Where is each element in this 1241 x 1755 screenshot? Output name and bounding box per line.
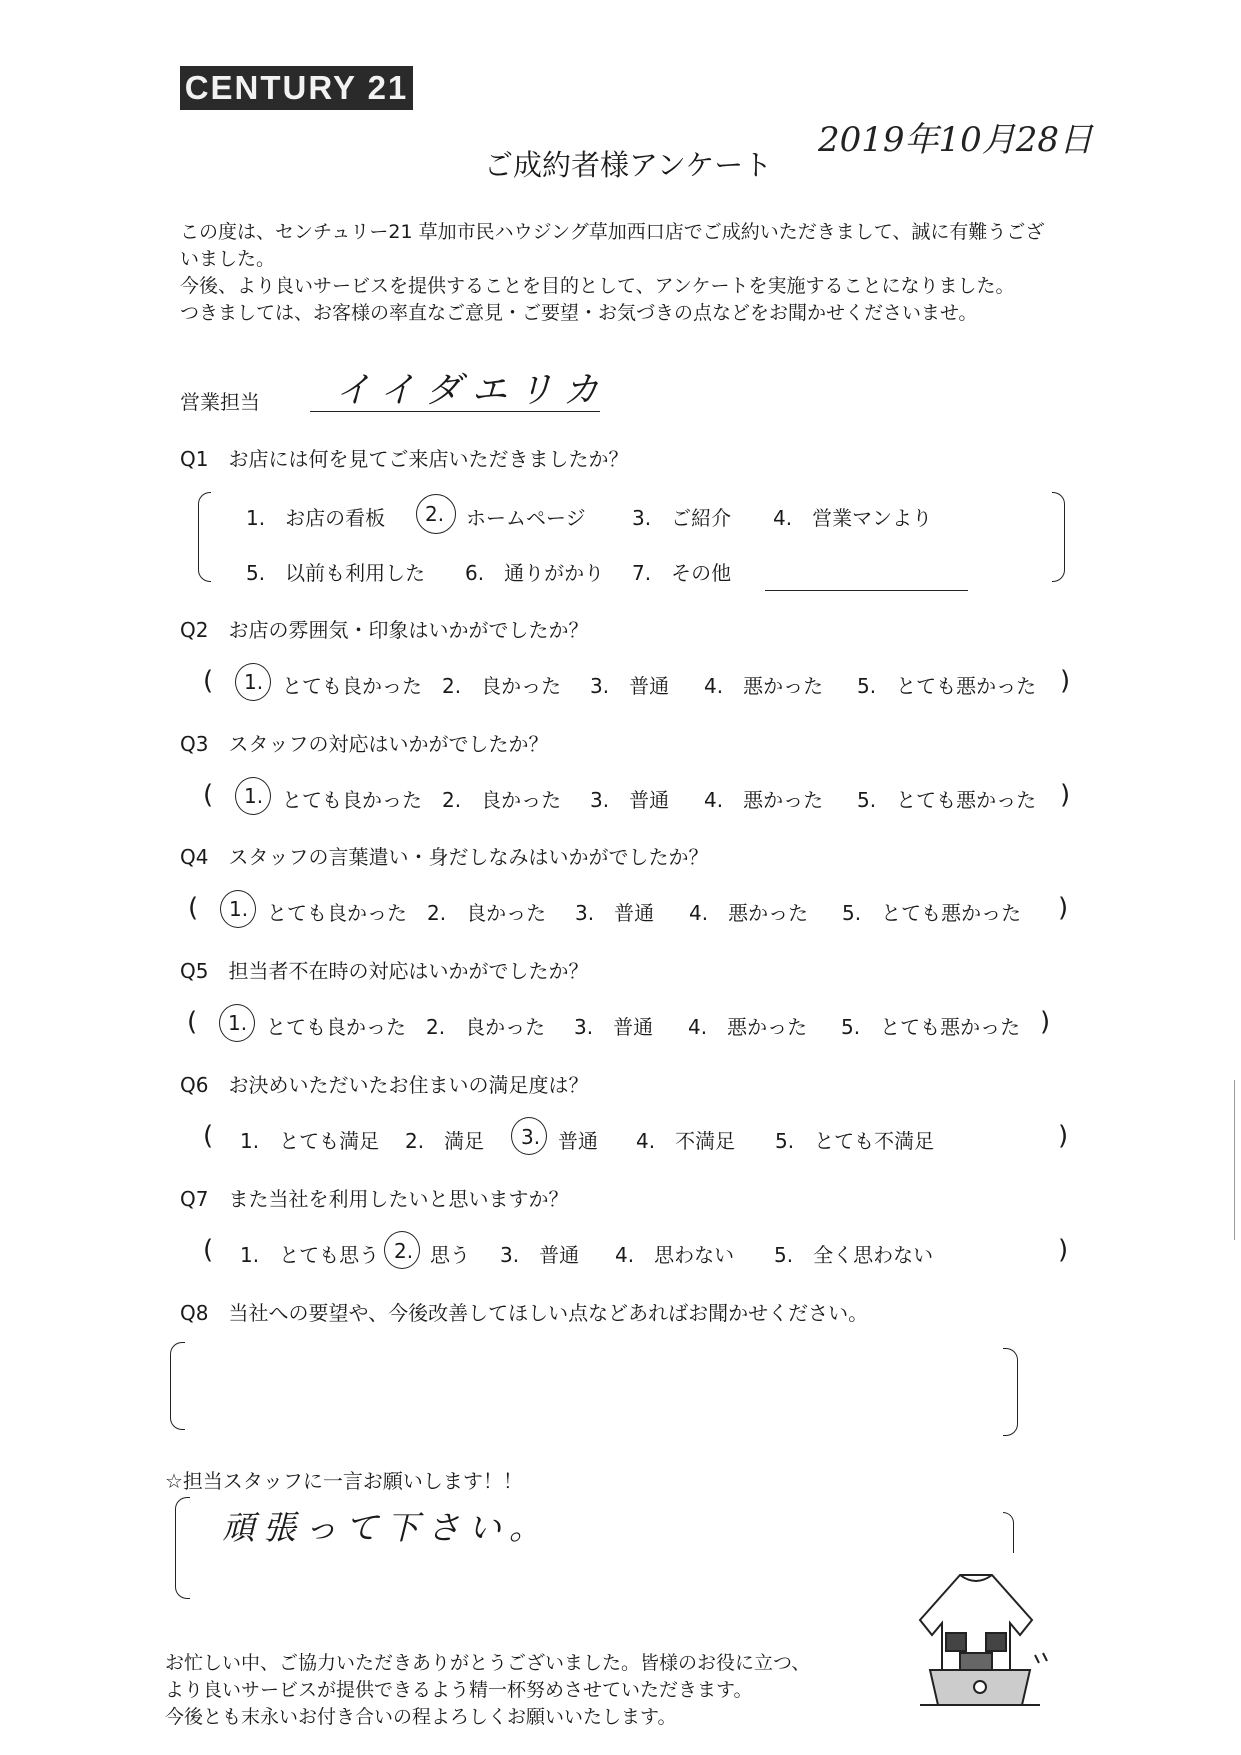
q6-paren-close: ) xyxy=(1058,1121,1069,1151)
century21-logo: CENTURY 21 xyxy=(180,66,413,110)
q3-option-5[interactable]: 5. とても悪かった xyxy=(857,788,1037,812)
staff-label: 営業担当 xyxy=(180,390,260,414)
q2-option-2[interactable]: 2. 良かった xyxy=(442,674,562,698)
closing-line: より良いサービスが提供できるよう精一杯努めさせていただきます。 xyxy=(165,1679,753,1701)
closing-line: お忙しい中、ご協力いただきありがとうございました。皆様のお役に立つ、 xyxy=(165,1652,811,1674)
q1-option-5[interactable]: 5. 以前も利用した xyxy=(246,561,426,585)
q5-option-3[interactable]: 3. 普通 xyxy=(574,1015,654,1039)
q7-option-2[interactable]: 思う xyxy=(430,1243,470,1267)
q4-paren-open: ( xyxy=(188,893,199,923)
q3-selected-circle xyxy=(235,777,271,815)
q7-option-5[interactable]: 5. 全く思わない xyxy=(774,1243,934,1267)
q7-option-4[interactable]: 4. 思わない xyxy=(615,1243,735,1267)
q4-option-1-number[interactable]: 1. xyxy=(229,897,249,921)
q1-option-1[interactable]: 1. お店の看板 xyxy=(246,506,386,530)
q4-label: Q4 スタッフの言葉遣い・身だしなみはいかがでしたか？ xyxy=(180,845,709,869)
message-bracket-right xyxy=(1003,1512,1014,1553)
q7-paren-close: ) xyxy=(1058,1235,1069,1265)
q3-option-2[interactable]: 2. 良かった xyxy=(442,788,562,812)
staff-underline xyxy=(310,411,600,412)
message-bracket-left xyxy=(175,1497,190,1599)
q8-label: Q8 当社への要望や、今後改善してほしい点などあればお聞かせください。 xyxy=(180,1301,869,1325)
handwritten-date: 2019年10月28日 xyxy=(818,120,1094,160)
q4-option-4[interactable]: 4. 悪かった xyxy=(689,901,809,925)
q2-label: Q2 お店の雰囲気・印象はいかがでしたか？ xyxy=(180,618,589,642)
q6-option-2[interactable]: 2. 満足 xyxy=(405,1129,485,1153)
q6-option-4[interactable]: 4. 不満足 xyxy=(636,1129,736,1153)
q2-option-5[interactable]: 5. とても悪かった xyxy=(857,674,1037,698)
q7-option-2-number[interactable]: 2. xyxy=(394,1239,414,1263)
q2-option-1[interactable]: とても良かった xyxy=(282,674,422,698)
q1-option-4[interactable]: 4. 営業マンより xyxy=(773,506,933,530)
q5-option-1[interactable]: とても良かった xyxy=(266,1015,406,1039)
q2-selected-circle xyxy=(235,663,271,701)
q1-option-3[interactable]: 3. ご紹介 xyxy=(632,506,732,530)
intro-line: この度は、センチュリー21 草加市民ハウジング草加西口店でご成約いただきまして、誠に有難うござ xyxy=(180,221,1045,243)
q4-option-5[interactable]: 5. とても悪かった xyxy=(842,901,1022,925)
q6-paren-open: ( xyxy=(203,1121,214,1151)
q5-option-2[interactable]: 2. 良かった xyxy=(426,1015,546,1039)
q1-bracket-right xyxy=(1052,492,1065,582)
q3-option-4[interactable]: 4. 悪かった xyxy=(704,788,824,812)
q1-bracket-left xyxy=(198,492,211,582)
q2-option-4[interactable]: 4. 悪かった xyxy=(704,674,824,698)
intro-line: 今後、より良いサービスを提供することを目的として、アンケートを実施することになりました。 xyxy=(180,275,1015,297)
scan-edge-line xyxy=(1234,1080,1235,1240)
q1-selected-circle xyxy=(416,494,456,534)
q1-option-2-number[interactable]: 2. xyxy=(425,502,445,526)
q5-paren-close: ) xyxy=(1040,1007,1051,1037)
q3-option-1[interactable]: とても良かった xyxy=(282,788,422,812)
q5-label: Q5 担当者不在時の対応はいかがでしたか？ xyxy=(180,959,589,983)
q5-option-5[interactable]: 5. とても悪かった xyxy=(841,1015,1021,1039)
q1-option-7[interactable]: 7. その他 xyxy=(632,561,732,585)
q4-option-1[interactable]: とても良かった xyxy=(267,901,407,925)
q7-option-3[interactable]: 3. 普通 xyxy=(500,1243,580,1267)
q2-paren-close: ) xyxy=(1060,666,1071,696)
q7-label: Q7 また当社を利用したいと思いますか？ xyxy=(180,1187,569,1211)
q3-paren-close: ) xyxy=(1060,780,1071,810)
page-title: ご成約者様アンケート xyxy=(484,148,773,182)
q8-bracket-left xyxy=(170,1342,185,1430)
q2-paren-open: ( xyxy=(203,666,214,696)
q3-option-3[interactable]: 3. 普通 xyxy=(590,788,670,812)
q6-option-3-number[interactable]: 3. xyxy=(521,1125,541,1149)
closing-text xyxy=(165,1650,965,1731)
q3-option-1-number[interactable]: 1. xyxy=(244,784,264,808)
q1-label: Q1 お店には何を見てご来店いただきましたか？ xyxy=(180,447,629,471)
closing-line: 今後とも末永いお付き合いの程よろしくお願いいたします。 xyxy=(165,1706,677,1728)
q7-paren-open: ( xyxy=(203,1235,214,1265)
q7-selected-circle xyxy=(384,1231,420,1269)
q5-paren-open: ( xyxy=(187,1007,198,1037)
intro-line: つきましては、お客様の率直なご意見・ご要望・お気づきの点などをお聞かせくださいませ。 xyxy=(180,302,978,324)
q4-option-2[interactable]: 2. 良かった xyxy=(427,901,547,925)
intro-text xyxy=(180,219,1080,327)
q1-other-underline xyxy=(765,590,968,591)
q1-option-2[interactable]: ホームページ xyxy=(466,506,586,530)
q5-option-4[interactable]: 4. 悪かった xyxy=(688,1015,808,1039)
intro-line: いました。 xyxy=(180,248,276,270)
q5-selected-circle xyxy=(219,1004,255,1042)
message-answer-field[interactable]: 頑張って下さい。 xyxy=(222,1508,550,1547)
q1-option-6[interactable]: 6. 通りがかり xyxy=(465,561,605,585)
q6-label: Q6 お決めいただいたお住まいの満足度は？ xyxy=(180,1073,589,1097)
q8-bracket-right xyxy=(1003,1348,1018,1436)
q2-option-3[interactable]: 3. 普通 xyxy=(590,674,670,698)
q6-option-5[interactable]: 5. とても不満足 xyxy=(775,1129,935,1153)
message-label: ☆担当スタッフに一言お願いします！！ xyxy=(165,1469,523,1493)
q6-selected-circle xyxy=(511,1117,547,1155)
q6-option-1[interactable]: 1. とても満足 xyxy=(240,1129,380,1153)
q2-option-1-number[interactable]: 1. xyxy=(244,670,264,694)
q4-paren-close: ) xyxy=(1058,893,1069,923)
q5-option-1-number[interactable]: 1. xyxy=(228,1011,248,1035)
q7-option-1[interactable]: 1. とても思う xyxy=(240,1243,380,1267)
staff-name-field[interactable]: イイダエリカ xyxy=(335,370,609,411)
q6-option-3[interactable]: 普通 xyxy=(558,1129,598,1153)
q3-paren-open: ( xyxy=(203,780,214,810)
q3-label: Q3 スタッフの対応はいかがでしたか？ xyxy=(180,732,549,756)
q4-selected-circle xyxy=(220,890,256,928)
q4-option-3[interactable]: 3. 普通 xyxy=(575,901,655,925)
